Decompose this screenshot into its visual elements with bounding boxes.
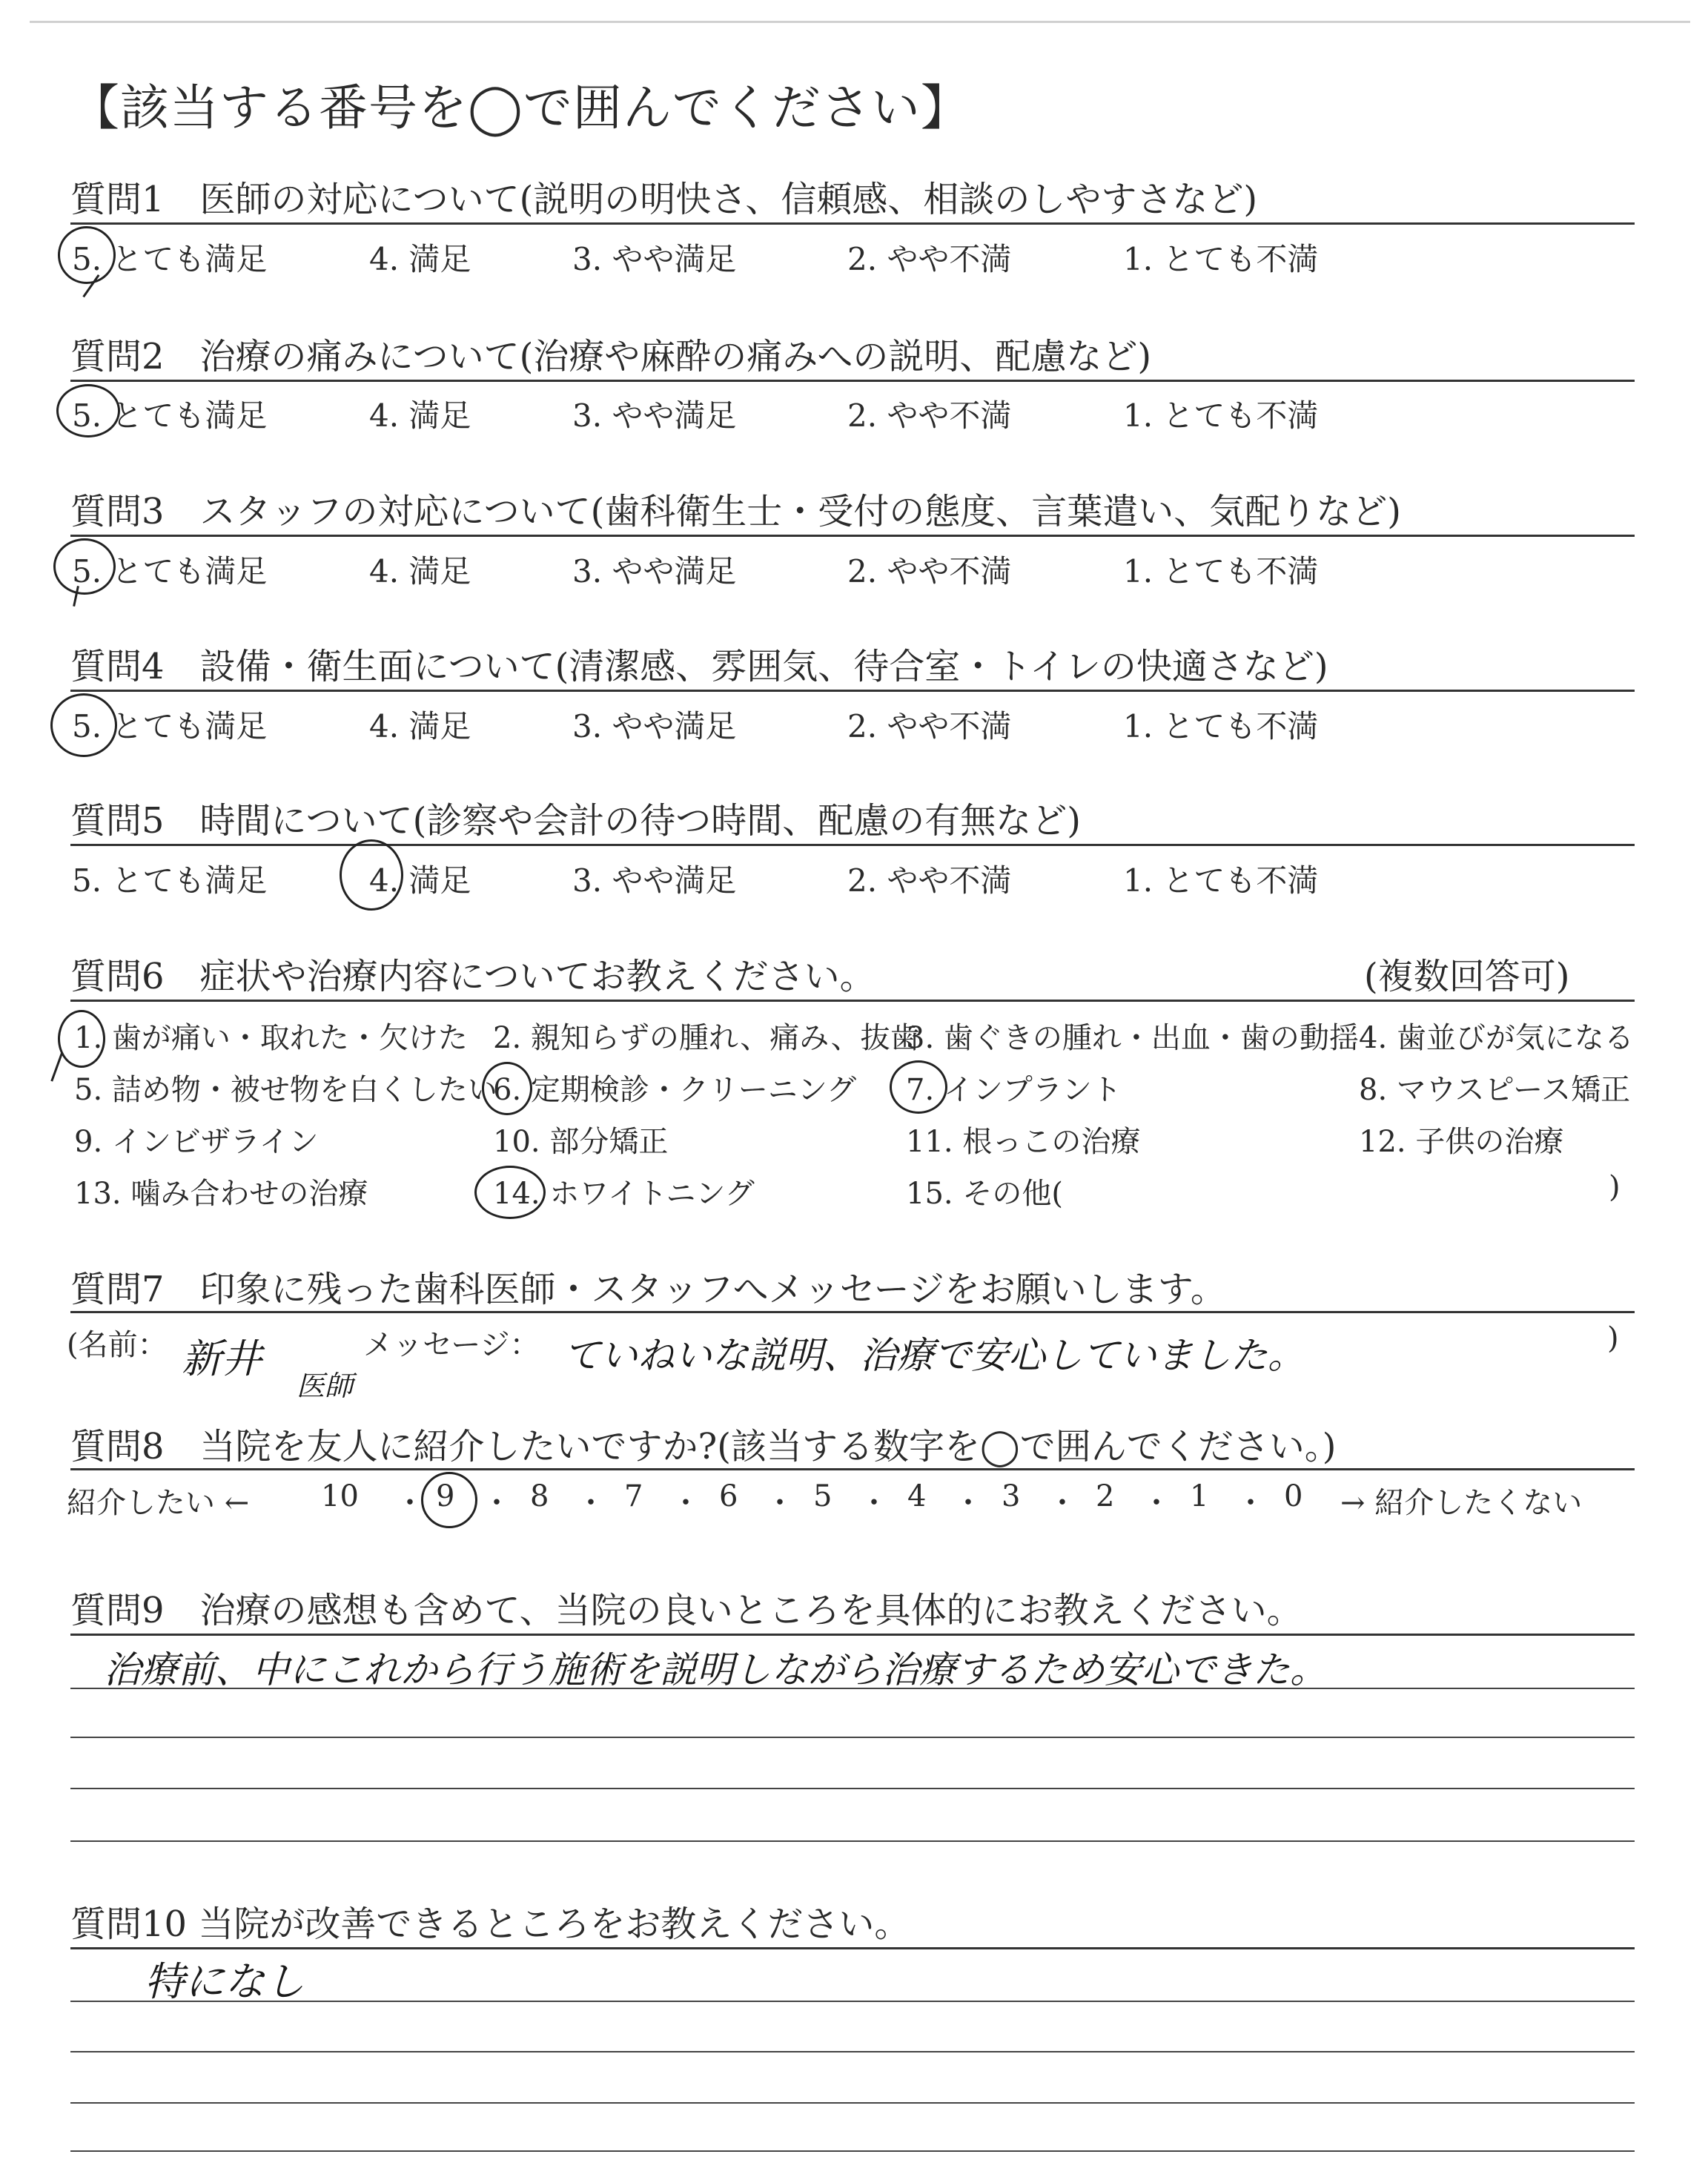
q6-item-1[interactable]: 1. 歯が痛い・取れた・欠けた: [74, 1021, 468, 1055]
q5-option-1[interactable]: 1. とても不満: [1123, 862, 1319, 899]
q3-option-1[interactable]: 1. とても不満: [1123, 553, 1319, 589]
q4-title: 質問4 設備・衛生面について(清潔感、雰囲気、待合室・トイレの快適さなど): [70, 646, 1328, 687]
q8-scale-6[interactable]: 6: [719, 1479, 738, 1513]
q4-option-4[interactable]: 4. 満足: [369, 708, 471, 744]
q9-title: 質問9 治療の感想も含めて、当院の良いところを具体的にお教えください。: [70, 1590, 1302, 1631]
q3-option-5[interactable]: 5. とても満足: [72, 553, 268, 589]
q8-left-label: 紹介したい ←: [67, 1486, 250, 1520]
q4-option-3[interactable]: 3. やや満足: [572, 708, 737, 744]
q6-title: 質問6 症状や治療内容についてお教えください。: [70, 956, 875, 997]
q8-dot: ・: [1142, 1486, 1171, 1520]
q10-write-line: [70, 2150, 1635, 2152]
q7-handwritten-message: ていねいな説明、治療で安心していました。: [563, 1334, 1305, 1377]
q8-dot: ・: [953, 1486, 983, 1520]
q10-title: 質問10 当院が改善できるところをお教えください。: [70, 1903, 910, 1945]
q10-rule: [70, 1947, 1635, 1949]
q2-option-3[interactable]: 3. やや満足: [572, 397, 737, 434]
q3-option-3[interactable]: 3. やや満足: [572, 553, 737, 589]
q6-circle-7: [890, 1060, 947, 1114]
q7-rule: [70, 1311, 1635, 1313]
q4-rule: [70, 690, 1635, 692]
q6-item-10[interactable]: 10. 部分矯正: [493, 1125, 669, 1159]
q4-option-1[interactable]: 1. とても不満: [1123, 708, 1319, 744]
q8-dot: ・: [1236, 1486, 1265, 1520]
q4-option-5[interactable]: 5. とても満足: [72, 708, 268, 744]
q7-handwritten-name: 新井: [182, 1335, 262, 1382]
q6-item-15[interactable]: 15. その他(: [906, 1177, 1063, 1211]
q1-option-4[interactable]: 4. 満足: [369, 241, 471, 277]
q6-item-5[interactable]: 5. 詰め物・被せ物を白くしたい: [74, 1073, 497, 1107]
q1-title: 質問1 医師の対応について(説明の明快さ、信頼感、相談のしやすさなど): [70, 179, 1258, 220]
q6-item-14[interactable]: 14. ホワイトニング: [493, 1177, 755, 1211]
q8-right-label: → 紹介したくない: [1340, 1486, 1583, 1520]
q8-scale-5[interactable]: 5: [813, 1479, 833, 1513]
q6-item-8[interactable]: 8. マウスピース矯正: [1359, 1073, 1631, 1107]
page-heading: 【該当する番号を◯で囲んでください】: [70, 79, 970, 136]
q2-rule: [70, 380, 1635, 382]
q4-option-2[interactable]: 2. やや不満: [847, 708, 1012, 744]
q6-item-9[interactable]: 9. インビザライン: [74, 1125, 319, 1159]
q1-option-2[interactable]: 2. やや不満: [847, 241, 1012, 277]
q5-option-2[interactable]: 2. やや不満: [847, 862, 1012, 899]
q9-rule: [70, 1634, 1635, 1636]
q2-option-5[interactable]: 5. とても満足: [72, 397, 268, 434]
q6-item-4[interactable]: 4. 歯並びが気になる: [1359, 1021, 1634, 1055]
q7-name-label: (名前：: [67, 1328, 168, 1362]
q3-rule: [70, 535, 1635, 537]
q10-write-line: [70, 2001, 1635, 2002]
q8-dot: ・: [859, 1486, 889, 1520]
q8-dot: ・: [765, 1486, 795, 1520]
q2-option-2[interactable]: 2. やや不満: [847, 397, 1012, 434]
q10-handwritten-answer: 特になし: [145, 1958, 305, 2005]
q2-option-4[interactable]: 4. 満足: [369, 397, 471, 434]
q9-write-line: [70, 1737, 1635, 1738]
q6-item-3[interactable]: 3. 歯ぐきの腫れ・出血・歯の動揺: [906, 1021, 1359, 1055]
q1-option-5[interactable]: 5. とても満足: [72, 241, 268, 277]
q1-option-1[interactable]: 1. とても不満: [1123, 241, 1319, 277]
q8-rule: [70, 1468, 1635, 1470]
q7-title: 質問7 印象に残った歯科医師・スタッフへメッセージをお願いします。: [70, 1269, 1226, 1310]
q5-title: 質問5 時間について(診察や会計の待つ時間、配慮の有無など): [70, 800, 1082, 842]
q3-option-2[interactable]: 2. やや不満: [847, 553, 1012, 589]
q8-dot: ・: [395, 1486, 425, 1520]
q7-close-paren: ): [1607, 1321, 1619, 1355]
q5-option-4[interactable]: 4. 満足: [369, 862, 471, 899]
q8-scale-2[interactable]: 2: [1096, 1479, 1115, 1513]
q3-answer-circle: [53, 538, 116, 595]
q6-rule: [70, 1000, 1635, 1002]
q5-answer-circle: [340, 839, 403, 911]
q1-answer-circle: [58, 226, 116, 284]
q7-handwritten-role: 医師: [297, 1370, 354, 1402]
q8-scale-7[interactable]: 7: [624, 1479, 643, 1513]
q9-write-line: [70, 1788, 1635, 1789]
q8-title: 質問8 当院を友人に紹介したいですか?(該当する数字を◯で囲んでください。): [70, 1426, 1337, 1467]
q6-circle-6: [482, 1062, 532, 1115]
q8-scale-0[interactable]: 0: [1284, 1479, 1303, 1513]
q8-scale-4[interactable]: 4: [907, 1479, 927, 1513]
q10-write-line: [70, 2102, 1635, 2104]
q6-circle-1-stroke: [50, 1053, 62, 1082]
q2-option-1[interactable]: 1. とても不満: [1123, 397, 1319, 434]
q9-write-line: [70, 1688, 1635, 1689]
q8-scale-8[interactable]: 8: [530, 1479, 549, 1513]
q2-title: 質問2 治療の痛みについて(治療や麻酔の痛みへの説明、配慮など): [70, 336, 1152, 377]
q3-title: 質問3 スタッフの対応について(歯科衛生士・受付の態度、言葉遣い、気配りなど): [70, 491, 1402, 532]
q6-item-12[interactable]: 12. 子供の治療: [1359, 1125, 1564, 1159]
q9-handwritten-answer: 治療前、中にこれから行う施術を説明しながら治療するため安心できた。: [104, 1648, 1327, 1691]
q6-item-11[interactable]: 11. 根っこの治療: [906, 1125, 1141, 1159]
q10-write-line: [70, 2051, 1635, 2052]
q2-answer-circle: [56, 384, 120, 437]
q8-scale-10[interactable]: 10: [321, 1479, 359, 1513]
q5-option-5[interactable]: 5. とても満足: [72, 862, 268, 899]
q5-rule: [70, 844, 1635, 846]
q6-item-6[interactable]: 6. 定期検診・クリーニング: [493, 1073, 857, 1107]
q8-scale-9[interactable]: 9: [436, 1479, 455, 1513]
q9-write-line: [70, 1840, 1635, 1842]
q8-dot: ・: [482, 1486, 512, 1520]
q7-message-label: メッセージ：: [363, 1328, 540, 1362]
q6-other-close: ): [1609, 1170, 1621, 1204]
q6-note: (複数回答可): [1364, 956, 1570, 997]
q5-option-3[interactable]: 3. やや満足: [572, 862, 737, 899]
q8-answer-circle: [421, 1472, 477, 1528]
q8-scale-1[interactable]: 1: [1190, 1479, 1209, 1513]
q8-dot: ・: [1047, 1486, 1077, 1520]
q8-dot: ・: [671, 1486, 701, 1520]
q8-dot: ・: [576, 1486, 606, 1520]
q8-scale-3[interactable]: 3: [1002, 1479, 1021, 1513]
top-border: [30, 21, 1690, 23]
q3-option-4[interactable]: 4. 満足: [369, 553, 471, 589]
q6-item-2[interactable]: 2. 親知らずの腫れ、痛み、抜歯: [493, 1021, 920, 1055]
q6-circle-14: [474, 1166, 546, 1219]
q1-option-3[interactable]: 3. やや満足: [572, 241, 737, 277]
q6-item-13[interactable]: 13. 噛み合わせの治療: [74, 1177, 368, 1211]
q4-answer-circle: [50, 693, 117, 757]
q6-item-7[interactable]: 7. インプラント: [906, 1073, 1122, 1107]
q6-circle-1: [58, 1010, 105, 1068]
q1-rule: [70, 222, 1635, 225]
